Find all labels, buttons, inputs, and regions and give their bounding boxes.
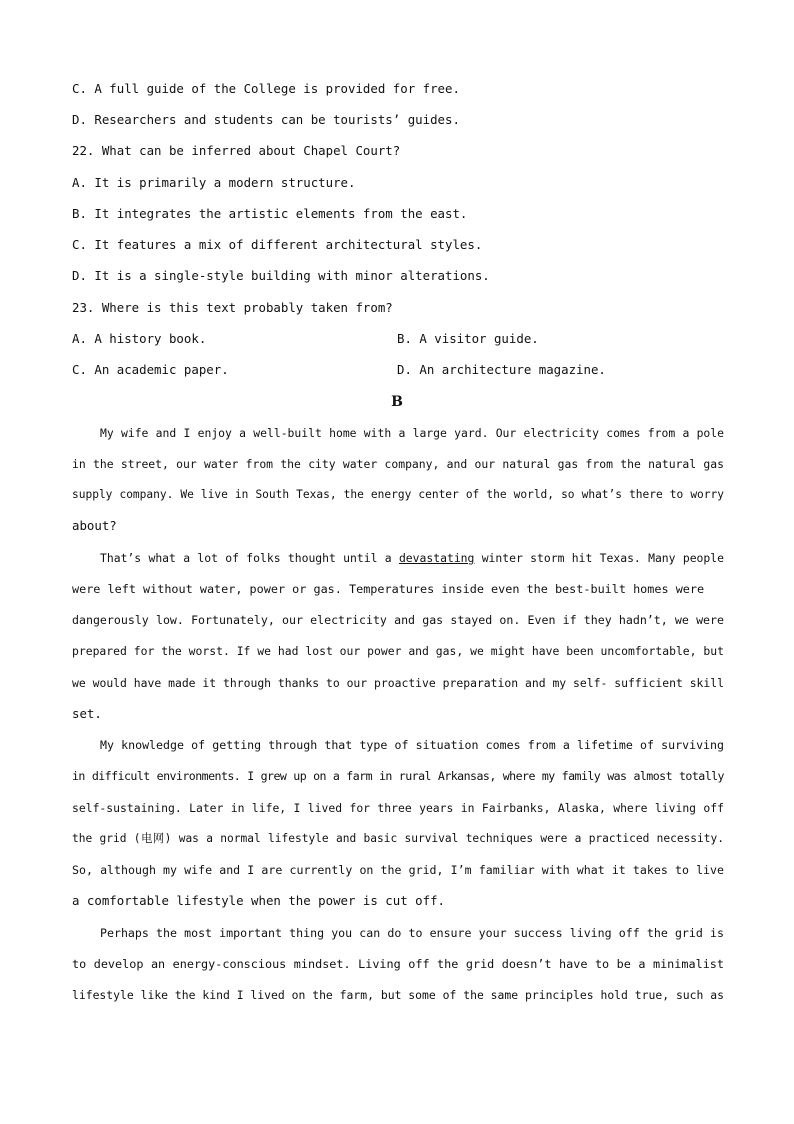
passage-line: in difficult environments. I grew up on a farm in rural Arkansas, where my family was almost totally (72, 769, 724, 783)
passage-line: to develop an energy-conscious mindset. Living off the grid doesn’t have to be a minimalist (72, 957, 724, 971)
passage-line: dangerously low. Fortunately, our electricity and gas stayed on. Even if they hadn’t, we were (72, 613, 724, 627)
passage-line: we would have made it through thanks to our proactive preparation and my self- sufficient skill (72, 676, 724, 690)
q23-stem: 23. Where is this text probably taken from? (72, 300, 393, 315)
q22-option-a: A. It is primarily a modern structure. (72, 175, 356, 190)
q23-option-c: C. An academic paper. (72, 362, 229, 377)
q22-stem: 22. What can be inferred about Chapel Court? (72, 143, 401, 158)
passage-line: My wife and I enjoy a well-built home with a large yard. Our electricity comes from a pole (100, 426, 724, 440)
q23-option-d: D. An architecture magazine. (397, 362, 606, 377)
passage-line: a comfortable lifestyle when the power is cut off. (72, 893, 445, 908)
passage-line: the grid (电网) was a normal lifestyle and basic survival techniques were a practiced necessity. (72, 832, 724, 845)
section-heading: B (391, 394, 403, 410)
q21-option-d: D. Researchers and students can be tourists’ guides. (72, 112, 460, 127)
passage-text: That’s what a lot of folks thought until a (100, 551, 399, 565)
passage-text: winter storm hit Texas. Many people (474, 551, 724, 565)
passage-line: about? (72, 518, 117, 533)
passage-line: My knowledge of getting through that type of situation comes from a lifetime of surviving (100, 738, 724, 752)
passage-line: So, although my wife and I are currently on the grid, I’m familiar with what it takes to live (72, 863, 724, 877)
passage-line (100, 550, 724, 566)
passage-line: in the street, our water from the city water company, and our natural gas from the natural gas (72, 457, 724, 471)
q23-option-b: B. A visitor guide. (397, 331, 539, 346)
passage-line: supply company. We live in South Texas, the energy center of the world, so what’s there to worry (72, 488, 724, 501)
passage-line: prepared for the worst. If we had lost our power and gas, we might have been uncomfortable, but (72, 644, 724, 658)
underlined-word: devastating (398, 551, 475, 565)
q22-option-d: D. It is a single-style building with minor alterations. (72, 268, 490, 283)
q23-option-a: A. A history book. (72, 331, 207, 346)
q22-option-c: C. It features a mix of different architectural styles. (72, 237, 483, 252)
q21-option-c: C. A full guide of the College is provided for free. (72, 81, 460, 96)
passage-line: self-sustaining. Later in life, I lived for three years in Fairbanks, Alaska, where living off (72, 801, 724, 815)
passage-line: set. (72, 706, 102, 721)
passage-line: lifestyle like the kind I lived on the farm, but some of the same principles hold true, such as (72, 988, 724, 1002)
q22-option-b: B. It integrates the artistic elements from the east. (72, 206, 468, 221)
passage-line: were left without water, power or gas. Temperatures inside even the best-built homes were (72, 582, 705, 596)
passage-line: Perhaps the most important thing you can do to ensure your success living off the grid is (100, 926, 724, 940)
